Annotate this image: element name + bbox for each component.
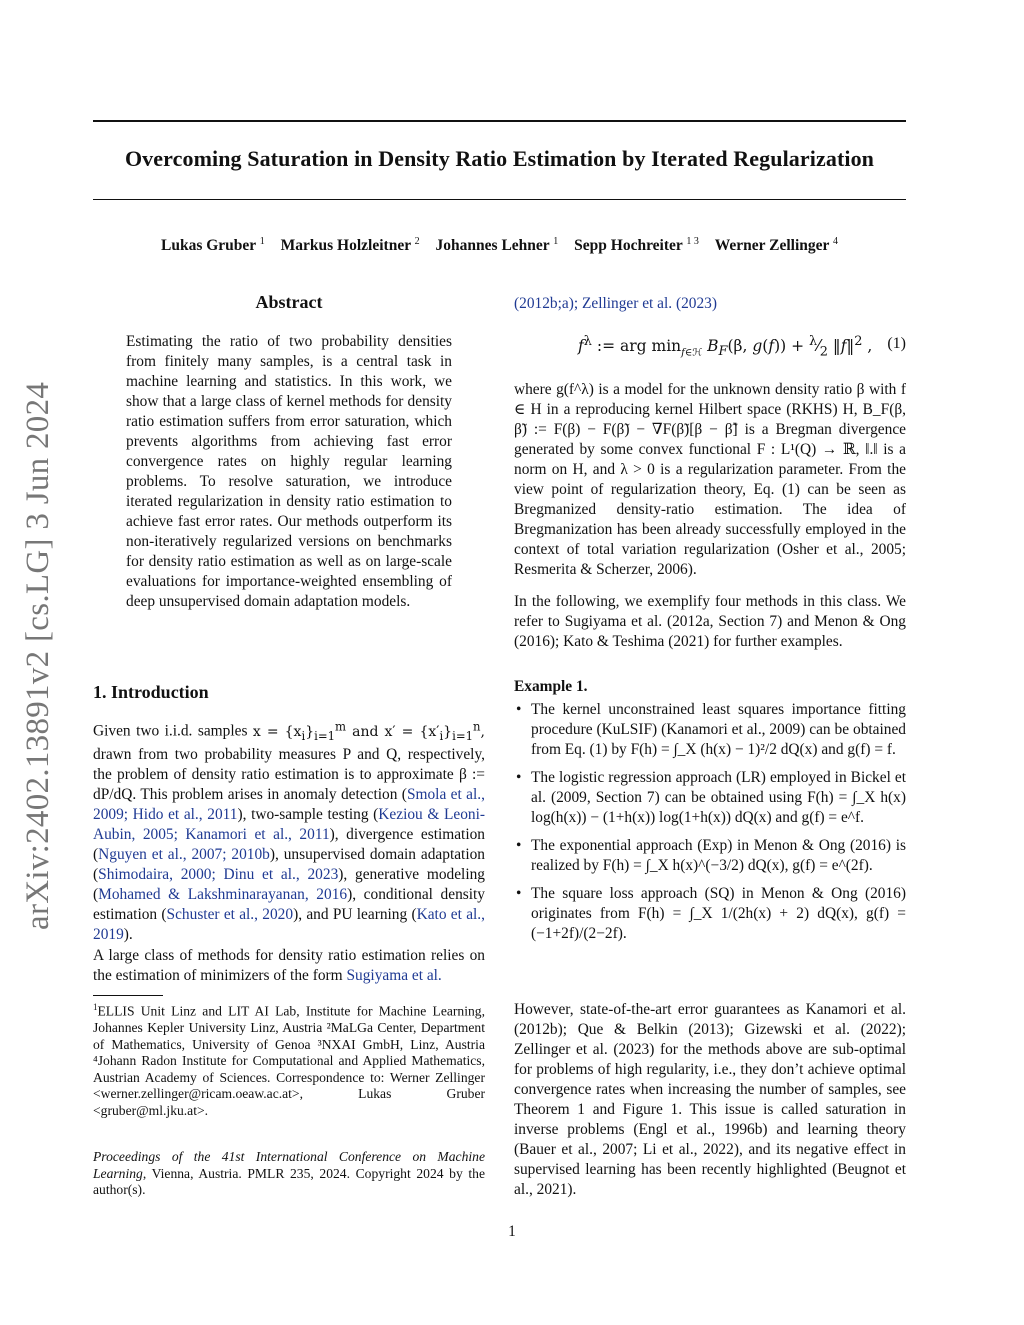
footnote-rule <box>93 995 163 996</box>
citation-link[interactable]: Nguyen et al., 2007; 2010b <box>98 846 270 864</box>
list-item: • The exponential approach (Exp) in Menon & Ong (2016) is realized by F(h) = ∫_X h(x)^(−3/2) dQ(x), g(f) = e^(2f). <box>514 836 906 876</box>
author-list <box>93 236 906 255</box>
title-rule-bottom <box>93 199 906 200</box>
proceedings-note: Proceedings of the 41st International Conference on Machine Learning, Vienna, Austria. PMLR 235, 2024. Copyright 2024 by the author(s). <box>93 1149 485 1197</box>
citation-link[interactable]: Mohamed & Lakshminarayanan, 2016 <box>98 886 348 904</box>
introduction-heading: 1. Introduction <box>93 682 209 702</box>
example-list <box>514 700 906 952</box>
paragraph-however: However, state-of-the-art error guarantees as Kanamori et al. (2012b); Que & Belkin (2013); Gizewski et al. (2022); Zellinger et al. (2023) for the methods above are sub-optimal for problems of high regularity, i.e., they don’t achieve optimal convergence rates when increasing the number of samples, see Theorem 1 and Figure 1. This issue is called saturation in inverse problems (Engl et al., 1996b) and learning theory (Bauer et al., 2007; Li et al., 2022), and its negative effect in supervised learning has been recently highlighted (Beugnot et al., 2021). <box>514 1001 906 1198</box>
equation-body: $f^\lambda$ := arg $\min_{f\in ℋ} B_F(\beta$, $g(f)) + ^\lambda⁄_2$ ‖f‖$^2$ , <box>578 334 873 360</box>
list-item: • The square loss approach (SQ) in Menon & Ong (2016) originates from F(h) = ∫_X 1/(2h(x) + 2) dQ(x), g(f) = (−1+2f)/(2−2f). <box>514 884 906 944</box>
page-number: 1 <box>508 1223 516 1240</box>
citation-link[interactable]: Schuster et al., 2020 <box>166 906 294 924</box>
affiliations-footnote: $^1$ELLIS Unit Linz and LIT AI Lab, Institute for Machine Learning, Johannes Kepler University Linz, Austria ²MaLGa Center, Department of Mathematics, University of Genoa ³NXAI GmbH, Linz, Austria ⁴Johann Radon Institute for Computational and Applied Mathematics, Austrian Academy of Sciences. Correspondence to: Werner Zellinger <werner.zellinger@ricam.oeaw.ac.at>, Lukas Gruber <gruber@ml.jku.at>. <box>93 1002 485 1118</box>
paragraph-where: where g(f^λ) is a model for the unknown density ratio β with f ∈ H in a reproducing kernel Hilbert space (RKHS) H, B_F(β, β̃) := F(β) − F(β̃) − ∇F(β̃)[β − β̃] is a Bregman divergence generated by some convex functional F : L¹(Q) → ℝ, ‖.‖ is a norm on H, and λ > 0 is a regularization parameter. From the view point of regularization theory, Eq. (1) can be seen as Bregmanized density-ratio estimation. The idea of Bregmanization has been already successfully employed in the context of total variation regularization (Osher et al., 2005; Resmerita & Scherzer, 2006). <box>514 381 906 578</box>
equation-number: (1) <box>887 335 906 352</box>
paragraph-following: In the following, we exemplify four methods in this class. We refer to Sugiyama et al. (2012a, Section 7) and Menon & Ong (2016); Kato & Teshima (2021) for further examples. <box>514 593 906 650</box>
citation-link[interactable]: Kato et al., 2019 <box>93 906 485 944</box>
citation-link[interactable]: Shimodaira, 2000; Dinu et al., 2023 <box>98 866 339 884</box>
abstract-heading: Abstract <box>255 292 323 312</box>
author: Sepp Hochreiter $^{1 3}$ <box>574 236 699 255</box>
citation-link[interactable]: Keziou & Leoni-Aubin, 2005; Kanamori et al., 2011 <box>93 806 485 844</box>
abstract-text: Estimating the ratio of two probability densities from finitely many samples, is a central task in machine learning and statistics. In this work, we show that a large class of kernel methods for density ratio estimation suffers from error saturation, which prevents algorithms from achieving fast error convergence rates on highly regular learning problems. To resolve saturation, we introduce iterated regularization in density ratio estimation to achieve fast error rates. Our methods outperform its non-iteratively regularized versions on benchmarks for density ratio estimation as well as on large-scale evaluations for importance-weighted ensembling of deep unsupervised domain adaptation models. <box>126 333 452 610</box>
author: Markus Holzleitner $^2$ <box>280 236 420 255</box>
list-item: • The logistic regression approach (LR) employed in Bickel et al. (2009, Section 7) can be obtained using F(h) = ∫_X h(x) log(h(x)) − (1+h(x)) log(1+h(x)) dQ(x) and g(f) = e^f. <box>514 768 906 828</box>
list-item: • The kernel unconstrained least squares importance fitting procedure (KuLSIF) (Kanamori et al., 2009) can be obtained from Eq. (1) by F(h) = ∫_X (h(x) − 1)²/2 dQ(x) and g(f) = f. <box>514 700 906 760</box>
citation-link[interactable]: (2012b;a); Zellinger et al. (2023) <box>514 295 718 312</box>
citation-link[interactable]: Smola et al., 2009; Hido et al., 2011 <box>93 786 485 824</box>
title-rule-top <box>93 120 906 122</box>
equation-1 <box>514 326 906 370</box>
example-heading: Example 1. <box>514 678 588 695</box>
author: Lukas Gruber $^1$ <box>160 236 265 255</box>
author: Werner Zellinger $^4$ <box>714 236 838 255</box>
intro-paragraph-1: Given two i.i.d. samples $x = \{x_i\}_{i=1}^m$ and $x' = \{x'_i\}_{i=1}^n$, drawn from two probability measures P and Q, respectively, the problem of density ratio estimation is to approximate β := dP/dQ. This problem arises in anomaly detection (Smola et al., 2009; Hido et al., 2011), two-sample testing (Keziou & Leoni-Aubin, 2005; Kanamori et al., 2011), divergence estimation (Nguyen et al., 2007; 2010b), unsupervised domain adaptation (Shimodaira, 2000; Dinu et al., 2023), generative modeling (Mohamed & Lakshminarayanan, 2016), conditional density estimation (Schuster et al., 2020), and PU learning (Kato et al., 2019). <box>93 719 486 944</box>
intro-paragraph-2: A large class of methods for density ratio estimation relies on the estimation of minimizers of the form Sugiyama et al. <box>93 947 485 984</box>
continued-citation <box>514 294 906 314</box>
paper-title: Overcoming Saturation in Density Ratio Estimation by Iterated Regularization <box>124 146 875 171</box>
arxiv-identifier-stamp: arXiv:2402.13891v2 [cs.LG] 3 Jun 2024 <box>20 381 56 930</box>
citation-link[interactable]: Sugiyama et al. <box>346 967 442 984</box>
author: Johannes Lehner $^1$ <box>435 236 559 255</box>
